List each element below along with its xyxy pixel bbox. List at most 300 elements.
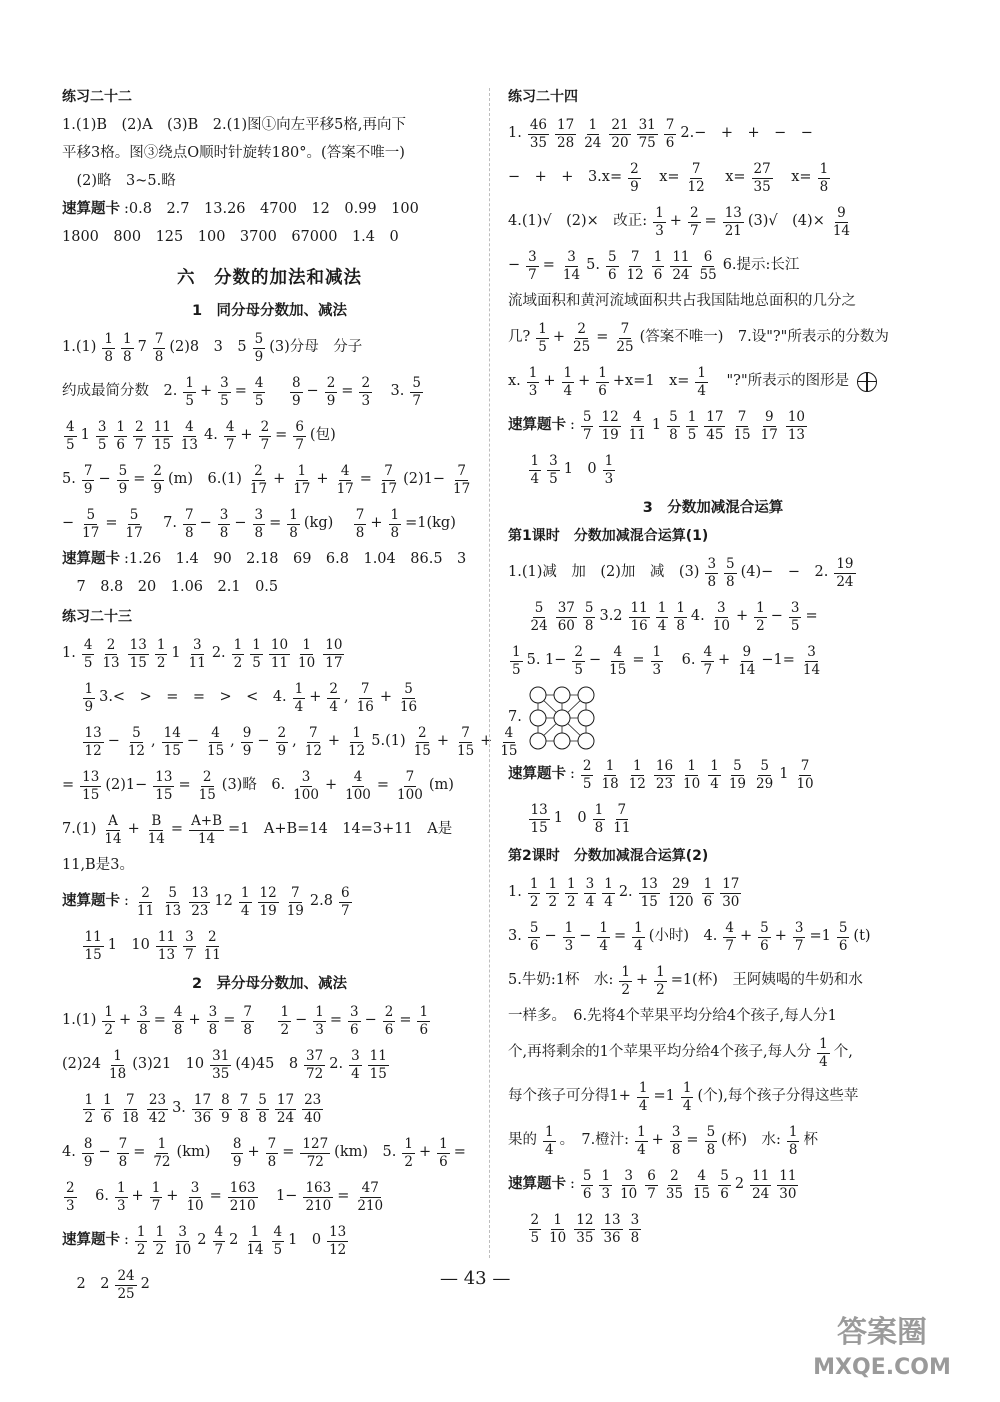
answer-line — [62, 926, 477, 966]
fraction-numerator: 5 — [733, 758, 742, 775]
answer-text: + — [118, 1012, 132, 1029]
answer-line — [508, 553, 918, 593]
fraction-denominator: 5 — [97, 436, 107, 453]
fraction-numerator: 1 — [564, 920, 574, 937]
fraction — [187, 638, 208, 669]
fraction-denominator: 12 — [304, 742, 322, 759]
puzzle-node — [554, 710, 570, 726]
fraction — [378, 464, 399, 495]
fraction-denominator: 7 — [412, 392, 421, 409]
fraction-numerator: 6 — [647, 1168, 656, 1185]
fraction — [686, 410, 699, 441]
fraction — [205, 726, 226, 757]
fraction — [602, 877, 615, 908]
fraction — [528, 921, 541, 952]
fraction-numerator: 1 — [637, 1124, 646, 1141]
answer-text: (kg) — [303, 515, 348, 532]
fraction-numerator: 9 — [742, 644, 752, 661]
fraction-denominator: 4 — [585, 893, 595, 910]
fraction — [183, 508, 196, 539]
answer-text: = — [153, 1012, 166, 1029]
fraction-denominator: 100 — [293, 786, 319, 803]
fraction-denominator: 36 — [193, 1109, 212, 1126]
fraction — [323, 638, 344, 669]
answer-text: (km) 5. — [334, 1144, 397, 1161]
answer-text: + — [578, 373, 591, 390]
fraction — [758, 921, 771, 952]
puzzle-node — [578, 733, 594, 749]
fraction-denominator: 3 — [604, 470, 614, 487]
fraction-denominator: 8 — [676, 617, 685, 634]
fraction — [666, 877, 696, 908]
fraction-denominator: 23 — [655, 775, 674, 792]
quick-calc-label: 速算题卡 — [508, 417, 566, 434]
fraction-denominator: 10 — [683, 775, 701, 792]
fraction-denominator: 120 — [667, 893, 694, 910]
fraction-denominator: 8 — [219, 524, 229, 541]
answer-text: + — [166, 1188, 179, 1205]
fraction-denominator: 2 — [567, 893, 576, 910]
fraction-numerator: 5 — [584, 600, 594, 617]
fraction-denominator: 2 — [756, 617, 765, 634]
answer-line — [62, 548, 477, 572]
fraction-numerator: 13 — [82, 769, 100, 786]
fraction-numerator: 3 — [351, 1048, 360, 1065]
fraction — [584, 877, 597, 908]
left-column — [62, 80, 518, 1309]
fraction-numerator: 5 — [412, 375, 421, 392]
fraction-numerator: 1 — [604, 453, 614, 470]
fraction — [635, 1125, 648, 1156]
section-heading: 练习二十四 — [508, 89, 578, 105]
fraction — [213, 1225, 226, 1256]
quick-calc-label: 速算题卡 — [62, 893, 120, 910]
fraction — [527, 366, 540, 397]
answer-text: + — [552, 329, 566, 346]
fraction-numerator: 1 — [653, 249, 663, 266]
answer-line — [62, 634, 477, 674]
answer-text: = — [282, 1144, 295, 1161]
fraction — [691, 1169, 712, 1200]
fraction — [82, 638, 95, 669]
answer-text: = — [613, 928, 627, 945]
fraction-denominator: 9 — [83, 1153, 93, 1170]
answer-text: = — [133, 471, 146, 488]
fraction-numerator: 4 — [83, 637, 93, 654]
fraction — [348, 1005, 361, 1036]
fraction-denominator: 12 — [626, 266, 644, 283]
fraction-numerator: 37 — [306, 1048, 324, 1065]
fraction-numerator: 9 — [242, 725, 252, 742]
answer-text: 5. — [62, 471, 76, 488]
answer-line — [508, 685, 918, 751]
fraction-numerator: 4 — [703, 644, 713, 661]
fraction-denominator: 8 — [254, 524, 264, 541]
puzzle-node — [554, 687, 570, 703]
answer-text: − — [508, 257, 521, 274]
fraction-denominator: 8 — [118, 1153, 128, 1170]
answer-text: 每个孩子可分得1+ — [508, 1088, 631, 1105]
fraction-numerator: 1 — [289, 507, 298, 524]
fraction-denominator: 2 — [656, 981, 665, 998]
fraction — [117, 464, 130, 495]
fraction-denominator: 7 — [185, 946, 194, 963]
answer-line — [508, 641, 918, 681]
answer-text: = — [341, 383, 354, 400]
answer-text: (个),每个孩子分得这些苹 — [697, 1088, 859, 1105]
fraction-numerator: 1 — [419, 1004, 429, 1021]
fraction-numerator: 1 — [116, 1180, 126, 1197]
fraction-denominator: 15 — [198, 786, 216, 803]
fraction — [189, 886, 210, 917]
fraction-numerator: 2 — [202, 769, 212, 786]
fraction — [96, 420, 109, 451]
fraction — [629, 1213, 642, 1244]
fraction-numerator: 1 — [302, 637, 311, 654]
fraction-numerator: 7 — [83, 463, 93, 480]
fraction-denominator: 6 — [653, 266, 663, 283]
answer-text: 7 8.8 20 1.06 2.1 0.5 — [62, 579, 279, 596]
fraction — [278, 1005, 291, 1036]
watermark-logo — [782, 1304, 982, 1384]
fraction-denominator: 17 — [249, 480, 268, 497]
fraction-denominator: 14 — [738, 661, 756, 678]
answer-text: − — [98, 471, 111, 488]
fraction-numerator: 11 — [153, 419, 171, 436]
answer-text: = — [542, 257, 555, 274]
fraction-numerator: 3 — [585, 876, 595, 893]
answer-text: (4)− − 2. — [740, 564, 829, 581]
fraction-numerator: 13 — [603, 1212, 621, 1229]
answer-text: 2. — [618, 884, 633, 901]
fraction-numerator: 5 — [404, 681, 413, 698]
fraction-numerator: 11 — [157, 929, 176, 946]
fraction-denominator: 6 — [529, 937, 539, 954]
answer-line — [62, 722, 518, 762]
answer-line — [62, 416, 477, 456]
answer-text: 1 — [171, 645, 181, 662]
fraction-numerator: 7 — [617, 802, 627, 819]
fraction — [224, 420, 237, 451]
fraction — [652, 250, 665, 281]
fraction — [197, 770, 218, 801]
fraction-denominator: 5 — [273, 1241, 283, 1258]
fraction-numerator: 7 — [125, 1092, 135, 1109]
answer-text: (3)21 10 — [132, 1056, 205, 1073]
fraction — [674, 601, 687, 632]
fraction-numerator: 1 — [605, 758, 615, 775]
answer-text: 1− — [261, 1188, 298, 1205]
fraction — [253, 376, 266, 407]
answer-line — [62, 170, 477, 194]
fraction — [455, 726, 476, 757]
fraction-denominator: 14 — [104, 830, 122, 847]
answer-text: 一样多。 6.先将4个苹果平均分给4个孩子,每人分1 — [508, 1008, 837, 1025]
fraction-numerator: 3 — [97, 419, 107, 436]
fraction-numerator: 1 — [185, 375, 194, 392]
fraction-denominator: 5 — [582, 775, 592, 792]
answer-text: 7.(1) — [62, 821, 97, 838]
fraction — [526, 250, 539, 281]
fraction-numerator: 11 — [672, 249, 690, 266]
fraction-denominator: 7 — [214, 1241, 224, 1258]
fraction — [837, 921, 850, 952]
fraction — [653, 206, 666, 237]
fraction-denominator: 17 — [760, 426, 778, 443]
answer-text: 4.(1)√ (2)× 改正: — [508, 213, 648, 230]
answer-text: = — [596, 329, 609, 346]
answer-text: 约成最简分数 2. — [62, 383, 178, 400]
fraction-numerator: 1 — [84, 681, 94, 698]
fraction — [629, 601, 650, 632]
watermark-url: MXQE.COM — [813, 1355, 951, 1380]
fraction-denominator: 11 — [628, 426, 646, 443]
fraction-denominator: 8 — [239, 1109, 249, 1126]
fraction-denominator: 7 — [794, 937, 804, 954]
answer-text: = — [275, 427, 288, 444]
fraction-numerator: 2 — [326, 375, 336, 392]
answer-text: 11,B是3。 — [62, 857, 134, 874]
answer-text: 2.− + + − − — [680, 125, 813, 142]
fraction — [664, 1169, 685, 1200]
fraction-numerator: 1 — [697, 365, 707, 382]
answer-text — [508, 608, 523, 625]
answer-line — [62, 576, 477, 600]
fraction-denominator: 4 — [637, 1141, 646, 1158]
fraction-numerator: 3 — [139, 1004, 148, 1021]
fraction-denominator: 3 — [116, 1197, 126, 1214]
fraction-numerator: 13 — [191, 885, 209, 902]
answer-text: = — [337, 1188, 350, 1205]
fraction-denominator: 4 — [657, 617, 667, 634]
answer-text: =1 — [809, 928, 831, 945]
fraction-numerator: 8 — [221, 1092, 230, 1109]
fraction-denominator: 14 — [562, 266, 581, 283]
fraction-denominator: 8 — [258, 1109, 267, 1126]
answer-text: :0.8 2.7 13.26 4700 12 0.99 100 — [124, 201, 419, 218]
puzzle-node — [530, 733, 546, 749]
fraction-denominator: 8 — [584, 617, 594, 634]
fraction — [64, 420, 77, 451]
fraction-denominator: 6 — [665, 134, 675, 151]
fraction-numerator: 1 — [819, 1036, 828, 1053]
fraction — [686, 162, 707, 193]
fraction — [695, 366, 708, 397]
answer-text: = — [704, 213, 717, 230]
answer-text: x= — [644, 169, 680, 186]
fraction-numerator: 1 — [439, 1136, 448, 1153]
answer-line — [508, 1165, 918, 1205]
fraction — [172, 1225, 193, 1256]
answer-text: (2)略 3~5.略 — [62, 173, 176, 190]
fraction-numerator: 1 — [294, 681, 304, 698]
fraction-denominator: 9 — [242, 742, 252, 759]
fraction-denominator: 5 — [254, 392, 264, 409]
fraction — [528, 877, 541, 908]
fraction — [701, 645, 714, 676]
fraction — [115, 1269, 136, 1300]
fraction-numerator: 11 — [779, 1168, 797, 1185]
answer-text: + — [774, 928, 787, 945]
fraction-numerator: 9 — [764, 409, 774, 426]
fraction-denominator: 24 — [672, 266, 690, 283]
fraction-denominator: 6 — [703, 893, 713, 910]
answer-line — [508, 1209, 918, 1249]
answer-text: = — [178, 777, 191, 794]
fraction — [250, 638, 263, 669]
fraction — [355, 1181, 385, 1212]
fraction-numerator: 1 — [529, 876, 539, 893]
fraction-denominator: 23 — [191, 902, 209, 919]
fraction-numerator: 1 — [621, 964, 630, 981]
fraction — [417, 1005, 430, 1036]
answer-text: = — [62, 777, 75, 794]
fraction-numerator: 3 — [794, 920, 804, 937]
answer-text: − — [544, 928, 557, 945]
fraction-numerator: 1 — [756, 600, 765, 617]
fraction-numerator: 9 — [837, 205, 846, 222]
fraction — [256, 1093, 269, 1124]
column-divider — [489, 88, 490, 1258]
answer-text: (t) — [853, 928, 871, 945]
answer-line — [508, 1033, 918, 1073]
fraction-denominator: 19 — [728, 775, 747, 792]
fraction — [831, 206, 852, 237]
fraction — [128, 638, 149, 669]
fraction-denominator: 13 — [102, 654, 120, 671]
answer-text: −1= — [761, 652, 795, 669]
answer-line — [62, 372, 477, 412]
fraction-numerator: 7 — [405, 769, 415, 786]
fraction-numerator: 2 — [574, 644, 584, 661]
answer-text: = — [399, 1012, 412, 1029]
fraction — [153, 332, 166, 363]
fraction — [395, 770, 425, 801]
fraction-denominator: 14 — [802, 661, 821, 678]
fraction-denominator: 55 — [699, 266, 717, 283]
fraction — [291, 464, 312, 495]
fraction-denominator: 2 — [233, 654, 243, 671]
fraction-denominator: 4 — [599, 937, 608, 954]
fraction-denominator: 6 — [838, 937, 848, 954]
fraction-denominator: 4 — [530, 470, 540, 487]
fraction-denominator: 15 — [153, 436, 171, 453]
fraction — [752, 162, 773, 193]
fraction-denominator: 2 — [548, 893, 558, 910]
answer-text: =1(杯) 王阿姨喝的牛奶和水 — [670, 972, 863, 989]
answer-line — [508, 114, 918, 154]
fraction — [718, 1169, 731, 1200]
fraction-denominator: 7 — [689, 222, 699, 239]
fraction-denominator: 2 — [84, 1109, 94, 1126]
fraction-denominator: 4 — [240, 902, 250, 919]
fraction-numerator: 7 — [737, 409, 747, 426]
fraction-denominator: 9 — [153, 480, 162, 497]
fraction — [599, 410, 620, 441]
answer-text: + — [480, 733, 493, 750]
answer-text: (m) 6.(1) — [167, 471, 242, 488]
fraction-numerator: 3 — [192, 637, 202, 654]
answer-text: =1(kg) — [405, 515, 456, 532]
fraction-denominator: 6 — [349, 1021, 359, 1038]
fraction — [437, 1137, 450, 1168]
fraction-numerator: 1 — [250, 1224, 260, 1241]
fraction-numerator: 1 — [155, 1224, 165, 1241]
fraction-numerator: 2 — [277, 725, 287, 742]
fraction-numerator: 3 — [301, 769, 311, 786]
fraction — [702, 877, 715, 908]
fraction-numerator: A+B — [191, 813, 223, 830]
answer-text: + — [418, 1144, 432, 1161]
fraction — [248, 464, 269, 495]
answer-text: + — [327, 733, 341, 750]
fraction — [156, 930, 177, 961]
fraction-numerator: 3 — [567, 249, 576, 266]
answer-text: + — [131, 1188, 144, 1205]
answer-text: (3)分母 分子 — [269, 339, 363, 356]
fraction-denominator: 72 — [306, 1153, 324, 1170]
fraction-numerator: 31 — [212, 1048, 230, 1065]
fraction-numerator: 4 — [211, 725, 220, 742]
fraction-denominator: 15 — [733, 426, 751, 443]
fraction — [561, 250, 582, 281]
fraction-numerator: 5 — [760, 758, 769, 775]
fraction — [529, 803, 550, 834]
answer-text: , — [344, 689, 349, 706]
fraction-denominator: 24 — [752, 1185, 770, 1202]
fraction-denominator: 3 — [66, 1197, 75, 1214]
fraction-denominator: 8 — [390, 524, 400, 541]
fraction-numerator: 2 — [135, 419, 144, 436]
fraction-denominator: 3 — [655, 222, 664, 239]
fraction — [555, 118, 576, 149]
fraction-numerator: 1 — [657, 600, 667, 617]
fraction-numerator: 4 — [214, 1224, 224, 1241]
answer-text: 1.(1) — [62, 1012, 97, 1029]
answer-text: , — [230, 733, 235, 750]
answer-line — [62, 226, 477, 250]
answer-text: x= — [710, 169, 746, 186]
answer-text: : — [124, 893, 129, 910]
fraction-numerator: 163 — [305, 1180, 332, 1197]
answer-text: − — [98, 1144, 111, 1161]
fraction-numerator: 2 — [254, 463, 263, 480]
fraction-denominator: 10 — [620, 1185, 638, 1202]
fraction-denominator: 15 — [82, 786, 100, 803]
fraction-denominator: 2 — [280, 1021, 290, 1038]
fraction — [547, 1213, 568, 1244]
fraction — [596, 366, 609, 397]
answer-text: 6.提示:长江 — [722, 257, 800, 274]
fraction-numerator: 5 — [118, 463, 128, 480]
fraction-numerator: 2 — [670, 1168, 679, 1185]
fraction-numerator: 11 — [630, 600, 648, 617]
fraction-numerator: 1 — [157, 1136, 167, 1153]
answer-text: = — [359, 471, 372, 488]
fraction-numerator: 7 — [267, 1136, 277, 1153]
fraction — [162, 726, 183, 757]
fraction — [731, 410, 752, 441]
fraction-numerator: 1 — [819, 161, 829, 178]
puzzle-node — [530, 687, 546, 703]
fraction-numerator: 2 — [361, 375, 371, 392]
fraction-numerator: 2 — [384, 1004, 394, 1021]
fraction — [355, 682, 376, 713]
fraction-denominator: 4 — [710, 775, 719, 792]
answer-text: 3. — [376, 383, 405, 400]
fraction — [786, 410, 807, 441]
answer-line — [508, 318, 918, 358]
